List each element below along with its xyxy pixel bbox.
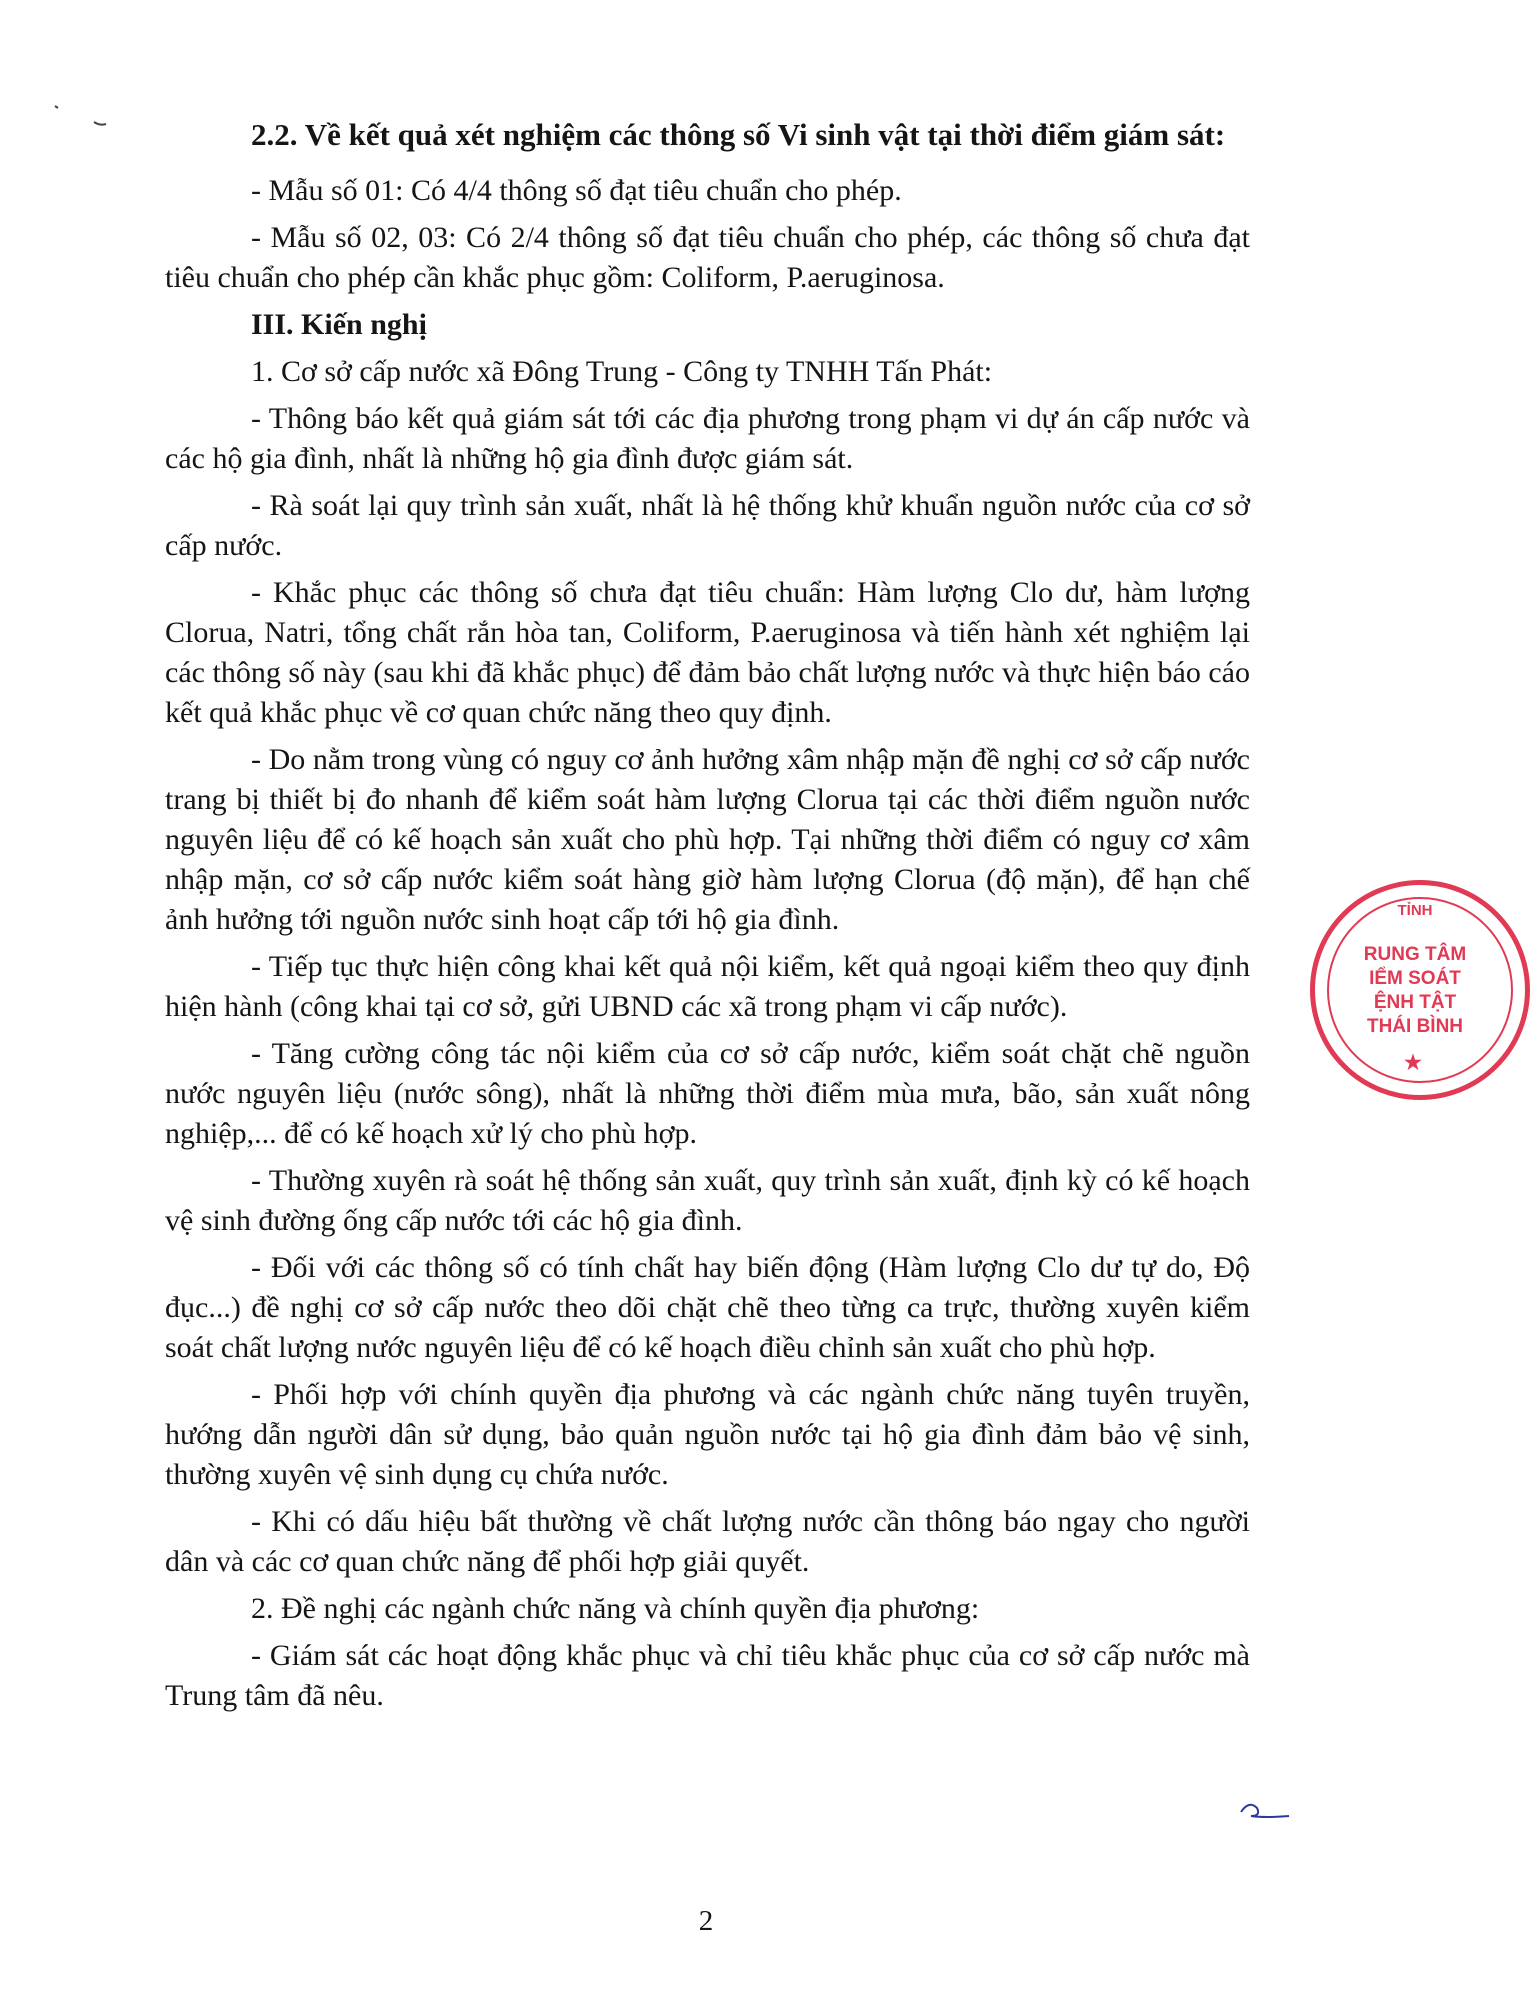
official-seal-stamp: [1310, 880, 1530, 1100]
document-body: [165, 112, 1250, 1723]
seal-text-lines: [1325, 943, 1505, 1039]
seal-line: THÁI BÌNH: [1366, 1016, 1464, 1037]
paragraph-saltwater-intrusion: - Do nằm trong vùng có nguy cơ ảnh hưởng xâm nhập mặn đề nghị cơ sở cấp nước trang bị thiết bị đo nhanh để kiểm soát hàm lượng Clorua tại các thời điểm nguồn nước nguyên liệu để có kế hoạch sản xuất cho phù hợp. Tại những thời điểm có nguy cơ xâm nhập mặn, cơ sở cấp nước kiểm soát hàng giờ hàm lượng Clorua (độ mặn), để hạn chế ảnh hưởng tới nguồn nước sinh hoạt cấp tới hộ gia đình.: [165, 743, 1250, 936]
initials-signature-mark: [1235, 1790, 1295, 1830]
seal-top-text: TỈNH: [1397, 902, 1433, 919]
paragraph-fix-parameters: - Khắc phục các thông số chưa đạt tiêu chuẩn: Hàm lượng Clo dư, hàm lượng Clorua, Natri, tổng chất rắn hòa tan, Coliform, P.aeruginosa và tiến hành xét nghiệm lại các thông số này (sau khi đã khắc phục) để đảm bảo chất lượng nước và thực hiện báo cáo kết quả khắc phục về cơ quan chức năng theo quy định.: [165, 576, 1250, 729]
paragraph-review-process: - Rà soát lại quy trình sản xuất, nhất là hệ thống khử khuẩn nguồn nước của cơ sở cấp nước.: [165, 489, 1250, 562]
scan-speck-mark: [50, 100, 110, 140]
heading-recommendations: III. Kiến nghị: [251, 308, 427, 341]
paragraph-volatile-parameters: - Đối với các thông số có tính chất hay biến động (Hàm lượng Clo dư tự do, Độ đục...) đề nghị cơ sở cấp nước theo dõi chặt chẽ theo từng ca trực, thường xuyên kiểm soát chất lượng nước nguyên liệu để có kế hoạch điều chỉnh sản xuất cho phù hợp.: [165, 1251, 1250, 1364]
seal-line: IỂM SOÁT: [1369, 968, 1461, 989]
paragraph-abnormal-signs: - Khi có dấu hiệu bất thường về chất lượng nước cần thông báo ngay cho người dân và các cơ quan chức năng để phối hợp giải quyết.: [165, 1505, 1250, 1578]
heading-microbiology-results: 2.2. Về kết quả xét nghiệm các thông số Vi sinh vật tại thời điểm giám sát:: [251, 117, 1226, 152]
seal-line: RUNG TÂM: [1363, 944, 1467, 965]
paragraph-notify-results: - Thông báo kết quả giám sát tới các địa phương trong phạm vi dự án cấp nước và các hộ gia đình, nhất là những hộ gia đình được giám sát.: [165, 402, 1250, 475]
paragraph-authorities: 2. Đề nghị các ngành chức năng và chính quyền địa phương:: [251, 1592, 980, 1625]
paragraph-sample-01: - Mẫu số 01: Có 4/4 thông số đạt tiêu chuẩn cho phép.: [251, 174, 902, 207]
paragraph-internal-inspection: - Tăng cường công tác nội kiểm của cơ sở cấp nước, kiểm soát chặt chẽ nguồn nước nguyên liệu (nước sông), nhất là những thời điểm mùa mưa, bão, sản xuất nông nghiệp,... để có kế hoạch xử lý cho phù hợp.: [165, 1037, 1250, 1150]
paragraph-sample-02-03: - Mẫu số 02, 03: Có 2/4 thông số đạt tiêu chuẩn cho phép, các thông số chưa đạt tiêu chuẩn cho phép cần khắc phục gồm: Coliform, P.aeruginosa.: [165, 221, 1250, 294]
paragraph-water-facility: 1. Cơ sở cấp nước xã Đông Trung - Công ty TNHH Tấn Phát:: [251, 355, 993, 388]
page-number: 2: [698, 1905, 714, 1937]
seal-star-icon: ★: [1404, 1052, 1422, 1074]
paragraph-pipeline-hygiene: - Thường xuyên rà soát hệ thống sản xuất, quy trình sản xuất, định kỳ có kế hoạch vệ sinh đường ống cấp nước tới các hộ gia đình.: [165, 1164, 1250, 1237]
paragraph-community-guidance: - Phối hợp với chính quyền địa phương và các ngành chức năng tuyên truyền, hướng dẫn người dân sử dụng, bảo quản nguồn nước tại hộ gia đình đảm bảo vệ sinh, thường xuyên vệ sinh dụng cụ chứa nước.: [165, 1378, 1250, 1491]
paragraph-supervise-remediation: - Giám sát các hoạt động khắc phục và chỉ tiêu khắc phục của cơ sở cấp nước mà Trung tâm đã nêu.: [165, 1639, 1250, 1712]
paragraph-publicize-results: - Tiếp tục thực hiện công khai kết quả nội kiểm, kết quả ngoại kiểm theo quy định hiện hành (công khai tại cơ sở, gửi UBND các xã trong phạm vi cấp nước).: [165, 950, 1250, 1023]
seal-line: ỆNH TẬT: [1373, 992, 1457, 1013]
